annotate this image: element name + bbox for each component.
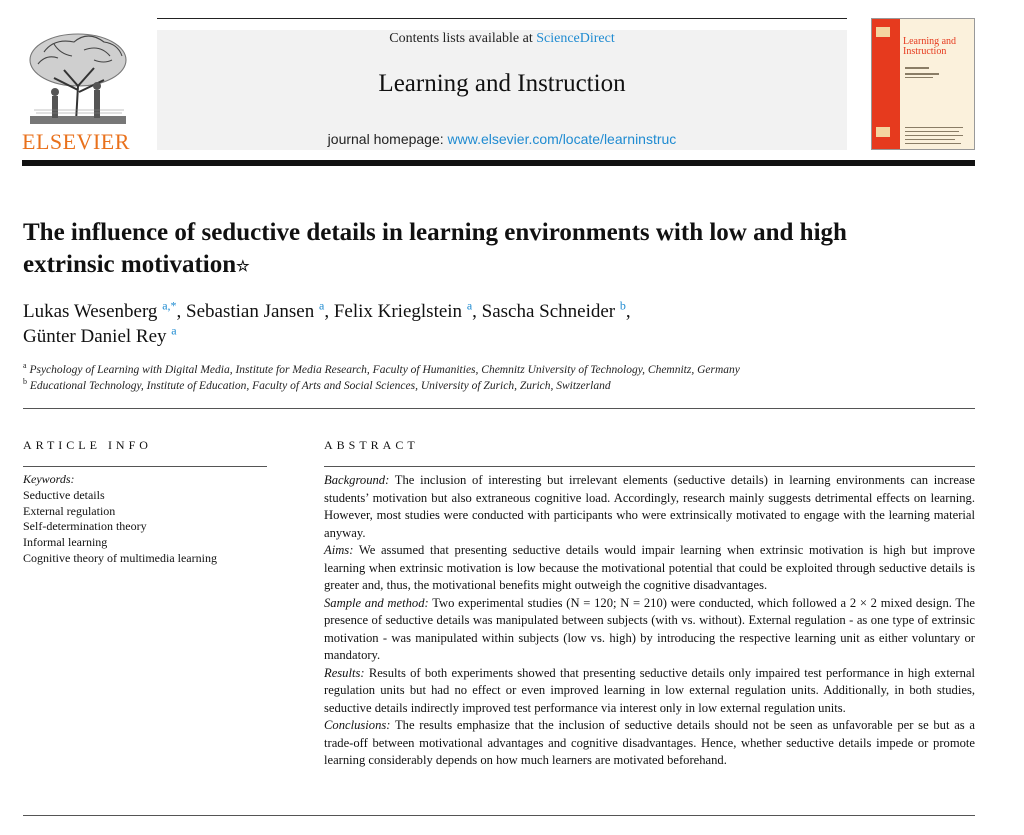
homepage-link[interactable]: www.elsevier.com/locate/learninstruc [447,131,677,147]
cover-logo-mark [876,27,890,37]
elsevier-tree-icon [24,30,132,128]
publisher-logo[interactable] [22,30,134,152]
abstract-section [324,472,975,542]
affiliation-mark: b [23,377,27,387]
abstract-section-label: Aims: [324,543,354,557]
keyword-item: Seductive details [23,487,105,502]
keyword-list [23,488,283,567]
abstract-section [324,542,975,595]
author-affiliation-mark[interactable]: a [466,298,473,313]
abstract-section [324,665,975,718]
abstract-section-text: The inclusion of interesting but irrelevant elements (seductive details) in learning environments can increase students’ motivation but also extraneous cognitive load. Accordingly, research mainly suggests detrimental effects on learning. However, most studies were conducted with participants who were extrinsically motivated to engage with the learning material anyway. [324,473,976,540]
sciencedirect-link[interactable]: ScienceDirect [536,31,615,46]
cover-text-line [905,77,933,78]
author-affiliation-mark[interactable]: a [319,298,325,313]
publisher-name[interactable]: ELSEVIER [22,129,130,154]
keyword-item: Informal learning [23,535,108,550]
affiliation-text: Psychology of Learning with Digital Media, Institute for Media Research, Faculty of Humanities, Chemnitz University of Technology, Chemnitz, Germany [29,364,740,376]
author-separator: , [625,301,631,322]
article-info-heading: ARTICLE INFO [23,438,152,452]
cover-text-line [905,127,963,128]
cover-logo-mark [876,127,890,137]
article-title [23,217,923,281]
affiliation [23,362,953,378]
author-affiliation-mark[interactable]: a [171,323,177,338]
affiliation-list [23,362,953,394]
abstract-section-label: Conclusions: [324,718,391,732]
cover-text-line [905,131,959,132]
abstract-section-label: Sample and method: [324,595,429,610]
author-name[interactable]: Sebastian Jansen [186,301,315,322]
abstract-section-text: The results emphasize that the inclusion of seductive details should not be seen as unfavorable per se but as a trade-off between motivational advantages and cognitive disadvantages. Hence, whether seductive details impede or promote learning considerably depends on how much learners are motivated beforehand. [324,718,975,767]
article-title-text: The influence of seductive details in learning environments with low and high extrinsic motivation [23,219,847,278]
affiliation [23,378,953,394]
author-separator: , [472,301,482,322]
homepage-prefix: journal homepage: [327,131,444,147]
abstract-section-label: Background: [324,473,390,487]
cover-text-line [905,139,955,140]
title-footnote-star[interactable]: ☆ [236,259,250,275]
affiliation-mark: a [23,361,27,371]
author-name[interactable]: Felix Krieglstein [333,301,463,322]
abstract-section-text: Results of both experiments showed that presenting seductive details only impaired test performance in high external regulation units but had no effect or even improved learning in low external regulation units. Additionally, in both studies, seductive details indirectly improved test performance via interest only in low external regulation units. [324,665,975,715]
contents-line [157,31,847,47]
author-separator: , [324,301,334,322]
author-name[interactable]: Sascha Schneider [481,301,616,322]
author-name[interactable]: Lukas Wesenberg [23,301,158,322]
keyword-item: Self-determination theory [23,519,147,534]
cover-text-line [905,73,939,75]
header-top-rule [157,18,847,19]
author-name[interactable]: Günter Daniel Rey [23,326,167,347]
divider [23,466,267,467]
cover-text-line [905,135,963,136]
cover-text-line [905,143,961,144]
divider [23,408,975,409]
keywords-block [23,472,283,567]
journal-header-box [157,30,847,150]
abstract-section-label: Results: [324,665,365,680]
abstract-section [324,717,975,770]
journal-cover[interactable] [871,18,975,150]
author-affiliation-mark[interactable]: a,* [162,298,177,313]
keywords-label: Keywords: [23,472,75,486]
abstract-body [324,472,975,770]
journal-title: Learning and Instruction [378,70,626,97]
affiliation-text: Educational Technology, Institute of Education, Faculty of Arts and Social Sciences, University of Zurich, Zurich, Switzerland [29,380,611,392]
cover-text-line [905,67,929,69]
abstract-section [324,595,975,665]
keyword-item: External regulation [23,503,116,518]
author-separator: , [176,301,187,322]
divider [23,815,975,816]
abstract-section-text: Two experimental studies (N = 120; N = 210) were conducted, which followed a 2 × 2 mixed design. The presence of seductive details was manipulated between subjects (with vs. without). External regulation - as one type of extrinsic motivation - was manipulated within subjects (low vs. high) by introducing the respective learning unit as either voluntary or mandatory. [324,595,975,662]
cover-title: Learning and Instruction [903,36,957,57]
author-affiliation-mark[interactable]: b [619,298,626,313]
abstract-heading: ABSTRACT [324,438,419,452]
keyword-item: Cognitive theory of multimedia learning [23,550,217,565]
abstract-section-text: We assumed that presenting seductive details would impair learning when extrinsic motivation is high but improve learning when extrinsic motivation is low because the motivational potential that could be exploited through seductive details is greater and, thus, the motivational benefits might outweigh the cognitive disadvantages. [324,543,975,592]
header-heavy-rule [22,160,975,166]
homepage-line [157,131,847,147]
author-list [23,299,953,349]
divider [324,466,975,467]
contents-prefix: Contents lists available at [389,31,533,46]
